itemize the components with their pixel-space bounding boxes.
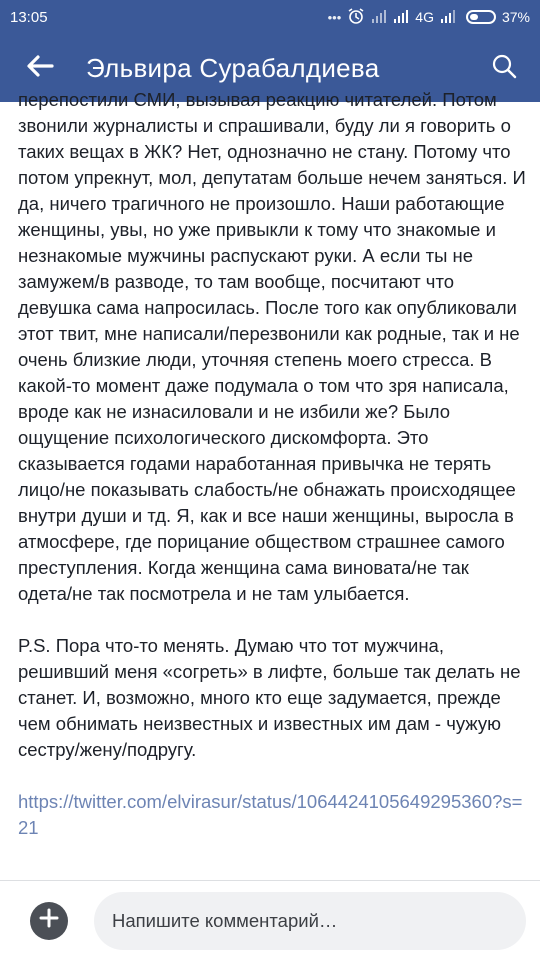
status-bar: [0, 0, 540, 34]
page-title: Эльвира Сурабалдиева: [86, 52, 380, 83]
status-icons: [328, 7, 530, 28]
battery-level: 37%: [501, 9, 530, 25]
comment-input[interactable]: [94, 892, 526, 950]
status-time: 13:05: [10, 8, 48, 26]
twitter-link[interactable]: https://twitter.com/elvirasur/status/1064424105649295360?s=21: [18, 791, 523, 838]
wifi-icon: [440, 9, 458, 26]
paragraph-spacer: [18, 607, 528, 633]
battery-icon: [466, 10, 496, 24]
post-paragraph: перепостили СМИ, вызывая реакцию читателей. Потом звонили журналисты и спрашивали, буду ли я говорить о таких вещах в ЖК? Нет, однозначно не стану. Потому что потом упрекнут, мол, депутатам больше нечем заняться. И да, ничего трагичного не произошло. Наши работающие женщины, увы, но уже привыкли к тому что знакомые и незнакомые мужчины распускают руки. А если ты не замужем/в разводе, то там вообще, посчитают что девушка сама напросилась. После того как опубликовали этот твит, мне написали/перезвонили как родные, так и не очень близкие люди, уточняя степень моего стресса. В какой-то момент даже подумала о том что зря написала, вроде как не изнасиловали и не избили же? Было ощущение психологического дискомфорта. Это сказывается годами наработанная привычка не терять лицо/не показывать слабость/не обнажать происходящее внутри души и тд. Я, как и все наши женщины, выросла в атмосфере, где порицание обществом страшнее самого преступления. Когда женщина сама виновата/не так одета/не так посмотрела и не там улыбается.: [18, 89, 531, 604]
plus-icon: [39, 908, 59, 933]
post-body: [18, 87, 531, 841]
comment-bar: [0, 880, 540, 960]
post-content: [0, 89, 540, 880]
network-type: 4G: [415, 9, 434, 25]
comment-placeholder: Напишите комментарий…: [112, 909, 338, 931]
signal-icon: [371, 9, 387, 26]
arrow-left-icon: [26, 54, 54, 83]
alarm-icon: [347, 7, 365, 28]
add-attachment-button[interactable]: [30, 902, 68, 940]
signal-icon: [393, 9, 409, 26]
post-paragraph-ps: P.S. Пора что-то менять. Думаю что тот мужчина, решивший меня «согреть» в лифте, больше так делать не станет. И, возможно, много кто еще задумается, прежде чем обнимать неизвестных и известных им дам - чужую сестру/жену/подругу.: [18, 635, 526, 760]
search-icon: [491, 53, 517, 84]
dots-icon: •••: [327, 9, 342, 25]
